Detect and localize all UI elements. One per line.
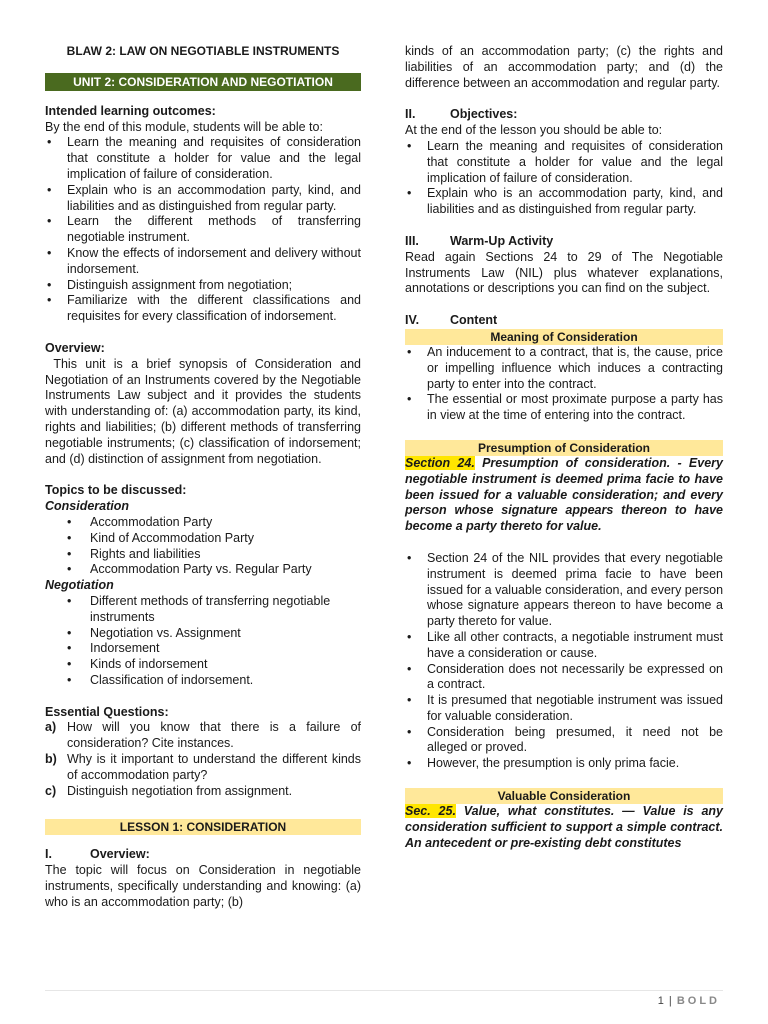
right-column bbox=[405, 44, 723, 851]
essential-questions-list bbox=[45, 720, 361, 799]
section-24-text bbox=[405, 456, 723, 535]
list-item: • Explain who is an accommodation party, kind, and liabilities and as distinguished from regular party. bbox=[405, 186, 723, 218]
list-item: • Section 24 of the NIL provides that every negotiable instrument is deemed prima facie to have been issued for a valuable consideration, and every person whose signature appears thereon to have become a party thereto for value. bbox=[405, 551, 723, 630]
section-title: Warm-Up Activity bbox=[450, 233, 554, 248]
presumption-banner: Presumption of Consideration bbox=[405, 440, 723, 456]
lesson-overview-text: The topic will focus on Consideration in negotiable instruments, specifically understanding and knowing: (a) who is an accommodation party; (b) bbox=[45, 863, 361, 909]
section-title: Content bbox=[450, 313, 498, 328]
section-24-label: Section 24. bbox=[405, 455, 475, 470]
footer-separator: | bbox=[668, 995, 673, 1007]
section-number: II. bbox=[405, 107, 416, 122]
section-24-body: Presumption of consideration. - Every negotiable instrument is deemed prima facie to have been issued for a valuable consideration; and every person whose signature appears thereon to have become a party thereto for value. bbox=[405, 455, 723, 534]
overview-heading: Overview: bbox=[45, 340, 105, 355]
continued-text: kinds of an accommodation party; (c) the rights and liabilities of an accommodation party; and (d) the difference between an accommodation and regular party. bbox=[405, 44, 723, 90]
essential-questions-heading: Essential Questions: bbox=[45, 704, 169, 719]
negotiation-topics-list bbox=[45, 594, 361, 689]
lesson-title-banner: LESSON 1: CONSIDERATION bbox=[45, 819, 361, 835]
consideration-topics-list bbox=[45, 515, 361, 578]
topics-heading: Topics to be discussed: bbox=[45, 483, 187, 498]
list-item: • Consideration being presumed, it need not be alleged or proved. bbox=[405, 725, 723, 757]
list-item: • Different methods of transferring negotiable instruments bbox=[45, 594, 361, 626]
list-item: • Know the effects of indorsement and delivery without indorsement. bbox=[45, 246, 361, 278]
left-column bbox=[45, 44, 365, 911]
list-item: • Like all other contracts, a negotiable instrument must have a consideration or cause. bbox=[405, 630, 723, 662]
valuable-banner: Valuable Consideration bbox=[405, 788, 723, 804]
list-item: • Rights and liabilities bbox=[45, 547, 361, 563]
meaning-list bbox=[405, 345, 723, 424]
overview-text: This unit is a brief synopsis of Consideration and Negotiation of an Instruments covered by the Negotiable Instruments Law subject and it provides the students with understanding of: (a) accommodation party, its kind, rights and liabilities; (b) different methods of transferring negotiable instruments; (c) classification of indorsement; and (d) distinction of assignment from negotiation. bbox=[45, 356, 365, 466]
list-item: • Indorsement bbox=[45, 641, 361, 657]
outcomes-intro: By the end of this module, students will be able to: bbox=[45, 119, 323, 134]
list-item: • Familiarize with the different classifications and requisites for every classification of indorsement. bbox=[45, 293, 361, 325]
list-item: • It is presumed that negotiable instrument was issued for valuable consideration. bbox=[405, 693, 723, 725]
outcomes-heading: Intended learning outcomes: bbox=[45, 103, 216, 118]
section-number: I. bbox=[45, 847, 52, 862]
question-text: Distinguish negotiation from assignment. bbox=[67, 783, 293, 798]
list-item: • Negotiation vs. Assignment bbox=[45, 626, 361, 642]
section-number: III. bbox=[405, 233, 419, 248]
document-title: BLAW 2: LAW ON NEGOTIABLE INSTRUMENTS bbox=[66, 44, 340, 58]
presumption-list bbox=[405, 551, 723, 772]
question-text: Why is it important to understand the different kinds of accommodation party? bbox=[67, 752, 361, 782]
meaning-banner: Meaning of Consideration bbox=[405, 329, 723, 345]
section-25-text bbox=[405, 804, 723, 851]
objectives-heading bbox=[405, 107, 723, 123]
list-item: • Distinguish assignment from negotiation; bbox=[45, 278, 361, 294]
footer-brand: BOLD bbox=[676, 995, 720, 1007]
page-footer bbox=[658, 994, 720, 1010]
page-number: 1 bbox=[657, 995, 665, 1007]
lesson-overview-heading bbox=[45, 847, 361, 863]
section-25-label: Sec. 25. bbox=[405, 804, 456, 819]
list-item: • Consideration does not necessarily be expressed on a contract. bbox=[405, 662, 723, 694]
section-title: Objectives: bbox=[450, 107, 518, 122]
list-item: • Explain who is an accommodation party, kind, and liabilities and as distinguished from regular party. bbox=[45, 183, 361, 215]
objectives-intro: At the end of the lesson you should be able to: bbox=[405, 123, 663, 138]
negotiation-label: Negotiation bbox=[45, 578, 114, 593]
objectives-list bbox=[405, 139, 723, 218]
list-item: • Kind of Accommodation Party bbox=[45, 531, 361, 547]
list-item: • However, the presumption is only prima facie. bbox=[405, 756, 723, 772]
section-number: IV. bbox=[405, 313, 420, 328]
list-item: • Accommodation Party vs. Regular Party bbox=[45, 562, 361, 578]
question-text: How will you know that there is a failure of consideration? Cite instances. bbox=[67, 720, 361, 751]
content-heading bbox=[405, 313, 723, 329]
warmup-heading bbox=[405, 234, 723, 250]
footer-divider bbox=[45, 990, 723, 991]
question-marker: a) bbox=[45, 720, 57, 735]
section-25-body: Value, what constitutes. — Value is any consideration sufficient to support a simple contract. An antecedent or pre-existing debt constitutes bbox=[405, 804, 723, 850]
unit-title-banner: UNIT 2: CONSIDERATION AND NEGOTIATION bbox=[45, 73, 361, 91]
question-marker: b) bbox=[45, 752, 57, 767]
list-item bbox=[45, 720, 361, 752]
list-item: • Classification of indorsement. bbox=[45, 673, 361, 689]
list-item: • Learn the meaning and requisites of consideration that constitute a holder for value and the legal implication of failure of consideration. bbox=[405, 139, 723, 186]
consideration-label: Consideration bbox=[45, 499, 130, 514]
outcomes-list bbox=[45, 135, 361, 325]
list-item: • Learn the meaning and requisites of consideration that constitute a holder for value and the legal implication of failure of consideration. bbox=[45, 135, 361, 182]
list-item bbox=[45, 784, 361, 800]
list-item: • Learn the different methods of transferring negotiable instrument. bbox=[45, 214, 361, 246]
list-item: • The essential or most proximate purpose a party has in view at the time of entering into the contract. bbox=[405, 392, 723, 424]
list-item bbox=[45, 752, 361, 784]
list-item: • Kinds of indorsement bbox=[45, 657, 361, 673]
list-item: • An inducement to a contract, that is, the cause, price or impelling influence which induces a contracting party to enter into the contract. bbox=[405, 345, 723, 392]
warmup-text: Read again Sections 24 to 29 of The Negotiable Instruments Law (NIL) plus whatever explanations, annotations or descriptions you can find on the subject. bbox=[405, 249, 723, 296]
section-title: Overview: bbox=[90, 847, 150, 862]
list-item: • Accommodation Party bbox=[45, 515, 361, 531]
question-marker: c) bbox=[45, 783, 57, 798]
